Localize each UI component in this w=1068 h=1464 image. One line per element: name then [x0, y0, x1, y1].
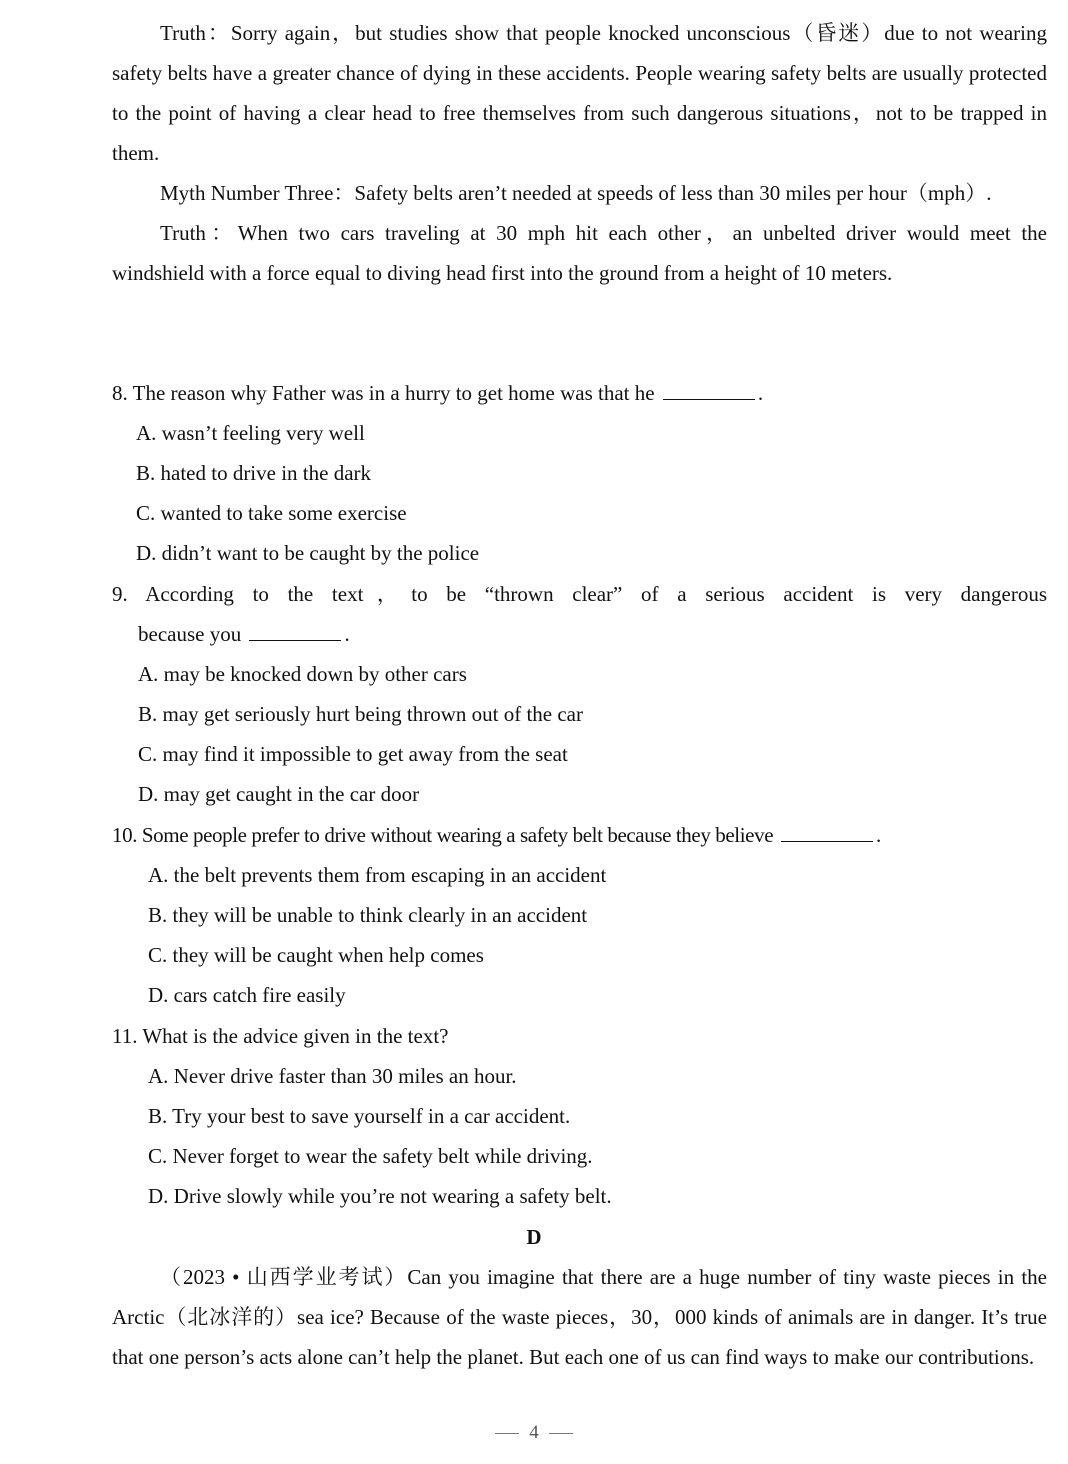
- paragraph-d-intro: （2023 • 山西学业考试）Can you imagine that there are a huge number of tiny waste pieces in the Arctic（北冰洋的）sea ice? Because of the waste pieces，30，000 kinds of animals are in danger. It’s true that one person’s acts alone can’t help the planet. But each one of us can find ways to make our contributions.: [112, 1265, 1047, 1369]
- option-b: B. Try your best to save yourself in a car accident.: [148, 1104, 571, 1128]
- paragraph-myth-3: Myth Number Three：Safety belts aren’t needed at speeds of less than 30 miles per hour（mph）.: [160, 181, 992, 205]
- question-8: 8. The reason why Father was in a hurry to get home was that he . A. wasn’t feeling very well B. hated to drive in the dark C. wanted to take some exercise D. didn’t want to be caught by the police: [112, 373, 1047, 573]
- option-c: C. they will be caught when help comes: [148, 943, 484, 967]
- option-c: C. Never forget to wear the safety belt while driving.: [148, 1144, 593, 1168]
- paragraph-truth-2: Truth：Sorry again，but studies show that people knocked unconscious（昏迷）due to not wearing safety belts have a greater chance of dying in these accidents. People wearing safety belts are usually protected to the point of having a clear head to free themselves from such dangerous situations，not to be trapped in them.: [112, 21, 1047, 165]
- option-c: C. may find it impossible to get away from the seat: [138, 742, 568, 766]
- option-d: D. may get caught in the car door: [138, 782, 420, 806]
- section-heading-d: D: [526, 1225, 542, 1249]
- option-b: B. they will be unable to think clearly in an accident: [148, 903, 588, 927]
- option-a: A. Never drive faster than 30 miles an hour.: [148, 1064, 517, 1088]
- option-b: B. hated to drive in the dark: [136, 461, 372, 485]
- answer-blank: [781, 840, 873, 842]
- question-11: [112, 1016, 1047, 1216]
- option-a: A. may be knocked down by other cars: [138, 662, 467, 686]
- option-a: A. the belt prevents them from escaping in an accident: [148, 863, 607, 887]
- passage-top: [112, 13, 1047, 293]
- answer-blank: [663, 398, 755, 400]
- answer-blank: [249, 639, 341, 641]
- footer-dash-right: [549, 1433, 573, 1434]
- option-a: A. wasn’t feeling very well: [136, 421, 365, 445]
- page-footer: [0, 1418, 1068, 1448]
- page-number: 4: [529, 1422, 539, 1443]
- footer-dash-left: [495, 1433, 519, 1434]
- question-10: 10. Some people prefer to drive without wearing a safety belt because they believe . A. the belt prevents them from escaping in an accident B. they will be unable to think clearly in an accident C. they will be caught when help comes D. cars catch fire easily: [112, 815, 1047, 1015]
- option-c: C. wanted to take some exercise: [136, 501, 407, 525]
- paragraph-truth-3: Truth：When two cars traveling at 30 mph hit each other，an unbelted driver would meet the windshield with a force equal to diving head first into the ground from a height of 10 meters.: [112, 221, 1047, 285]
- option-d: D. Drive slowly while you’re not wearing a safety belt.: [148, 1184, 612, 1208]
- question-stem: 8. The reason why Father was in a hurry to get home was that he: [112, 381, 655, 405]
- option-d: D. cars catch fire easily: [148, 983, 346, 1007]
- option-d: D. didn’t want to be caught by the police: [136, 541, 480, 565]
- option-b: B. may get seriously hurt being thrown out of the car: [138, 702, 583, 726]
- question-stem: 10. Some people prefer to drive without wearing a safety belt because they believe: [112, 823, 774, 847]
- question-stem: 9. According to the text，to be “thrown clear” of a serious accident is very dangerous: [112, 582, 1047, 606]
- passage-d: [112, 1257, 1047, 1377]
- question-9: 9. According to the text，to be “thrown clear” of a serious accident is very dangerous because you . A. may be knocked down by other cars B. may get seriously hurt being thrown out of the car C. may find it impossible to get away from the seat D. may get caught in the car door: [112, 574, 1047, 814]
- question-stem: 11. What is the advice given in the text?: [112, 1024, 449, 1048]
